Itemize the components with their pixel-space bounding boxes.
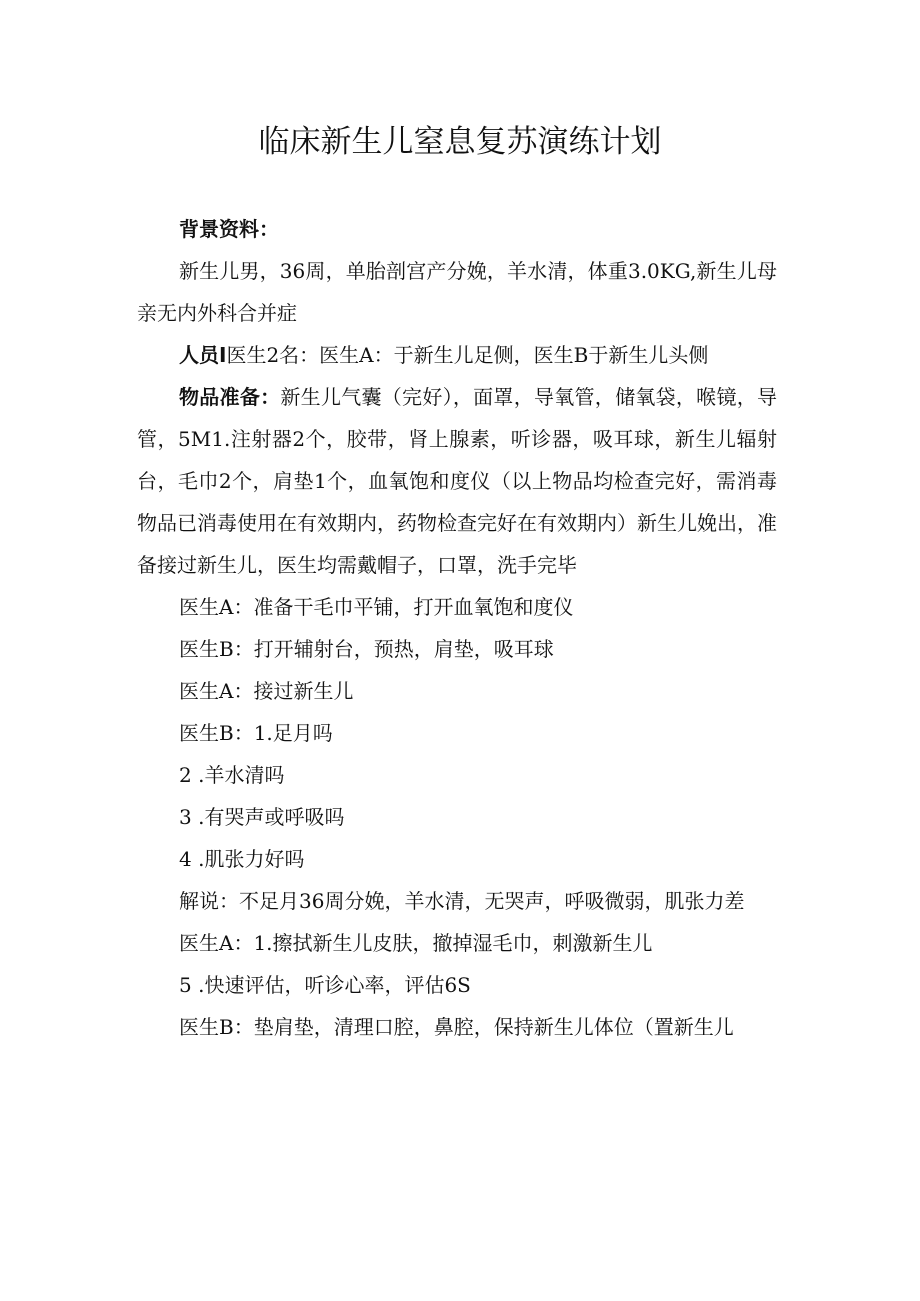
- step-line: 3 .有哭声或呼吸吗: [179, 805, 345, 829]
- step-line: 医生B：1.足月吗: [179, 721, 333, 745]
- step-line: 医生A：1.擦拭新生儿皮肤，撤掉湿毛巾，刺激新生儿: [179, 931, 653, 955]
- step-line: 医生B：垫肩垫，清理口腔，鼻腔，保持新生儿体位（置新生儿: [179, 1015, 734, 1039]
- background-heading: 背景资料：: [179, 217, 279, 241]
- document-body: [137, 208, 777, 1048]
- step-line: 医生B：打开辅射台，预热，肩垫，吸耳球: [179, 637, 554, 661]
- items-text: 新生儿气囊（完好），面罩，导氧管，储氧袋，喉镜，导管，5M1.注射器2个，胶带，肾上腺素，听诊器，吸耳球，新生儿辐射台，毛巾2个，肩垫1个，血氧饱和度仪（以上物品均检查完好，需消毒物品已消毒使用在有效期内，药物检查完好在有效期内）新生儿娩出，准备接过新生儿，医生均需戴帽子，口罩，洗手完毕: [137, 385, 778, 577]
- step-line: 医生A：准备干毛巾平铺，打开血氧饱和度仪: [179, 595, 574, 619]
- items-paragraph: [137, 376, 777, 586]
- items-label: 物品准备：: [179, 385, 281, 409]
- step-line: 医生A：接过新生儿: [179, 679, 354, 703]
- document-title: 临床新生儿窒息复苏演练计划: [258, 124, 662, 160]
- personnel-text: 医生2名：医生A：于新生儿足侧，医生B于新生儿头侧: [226, 343, 709, 367]
- background-heading-paragraph: [137, 208, 777, 250]
- step-line: 4 .肌张力好吗: [179, 847, 305, 871]
- personnel-label: 人员I: [179, 343, 227, 367]
- personnel-paragraph: [137, 334, 777, 376]
- commentary-paragraph: 解说：不足月36周分娩，羊水清，无哭声，呼吸微弱，肌张力差: [179, 889, 745, 913]
- step-line: 5 .快速评估，听诊心率，评估6S: [179, 973, 471, 997]
- step-line: 2 .羊水清吗: [179, 763, 285, 787]
- background-paragraph: 新生儿男，36周，单胎剖宫产分娩，羊水清，体重3.0KG,新生儿母亲无内外科合并症: [137, 259, 777, 325]
